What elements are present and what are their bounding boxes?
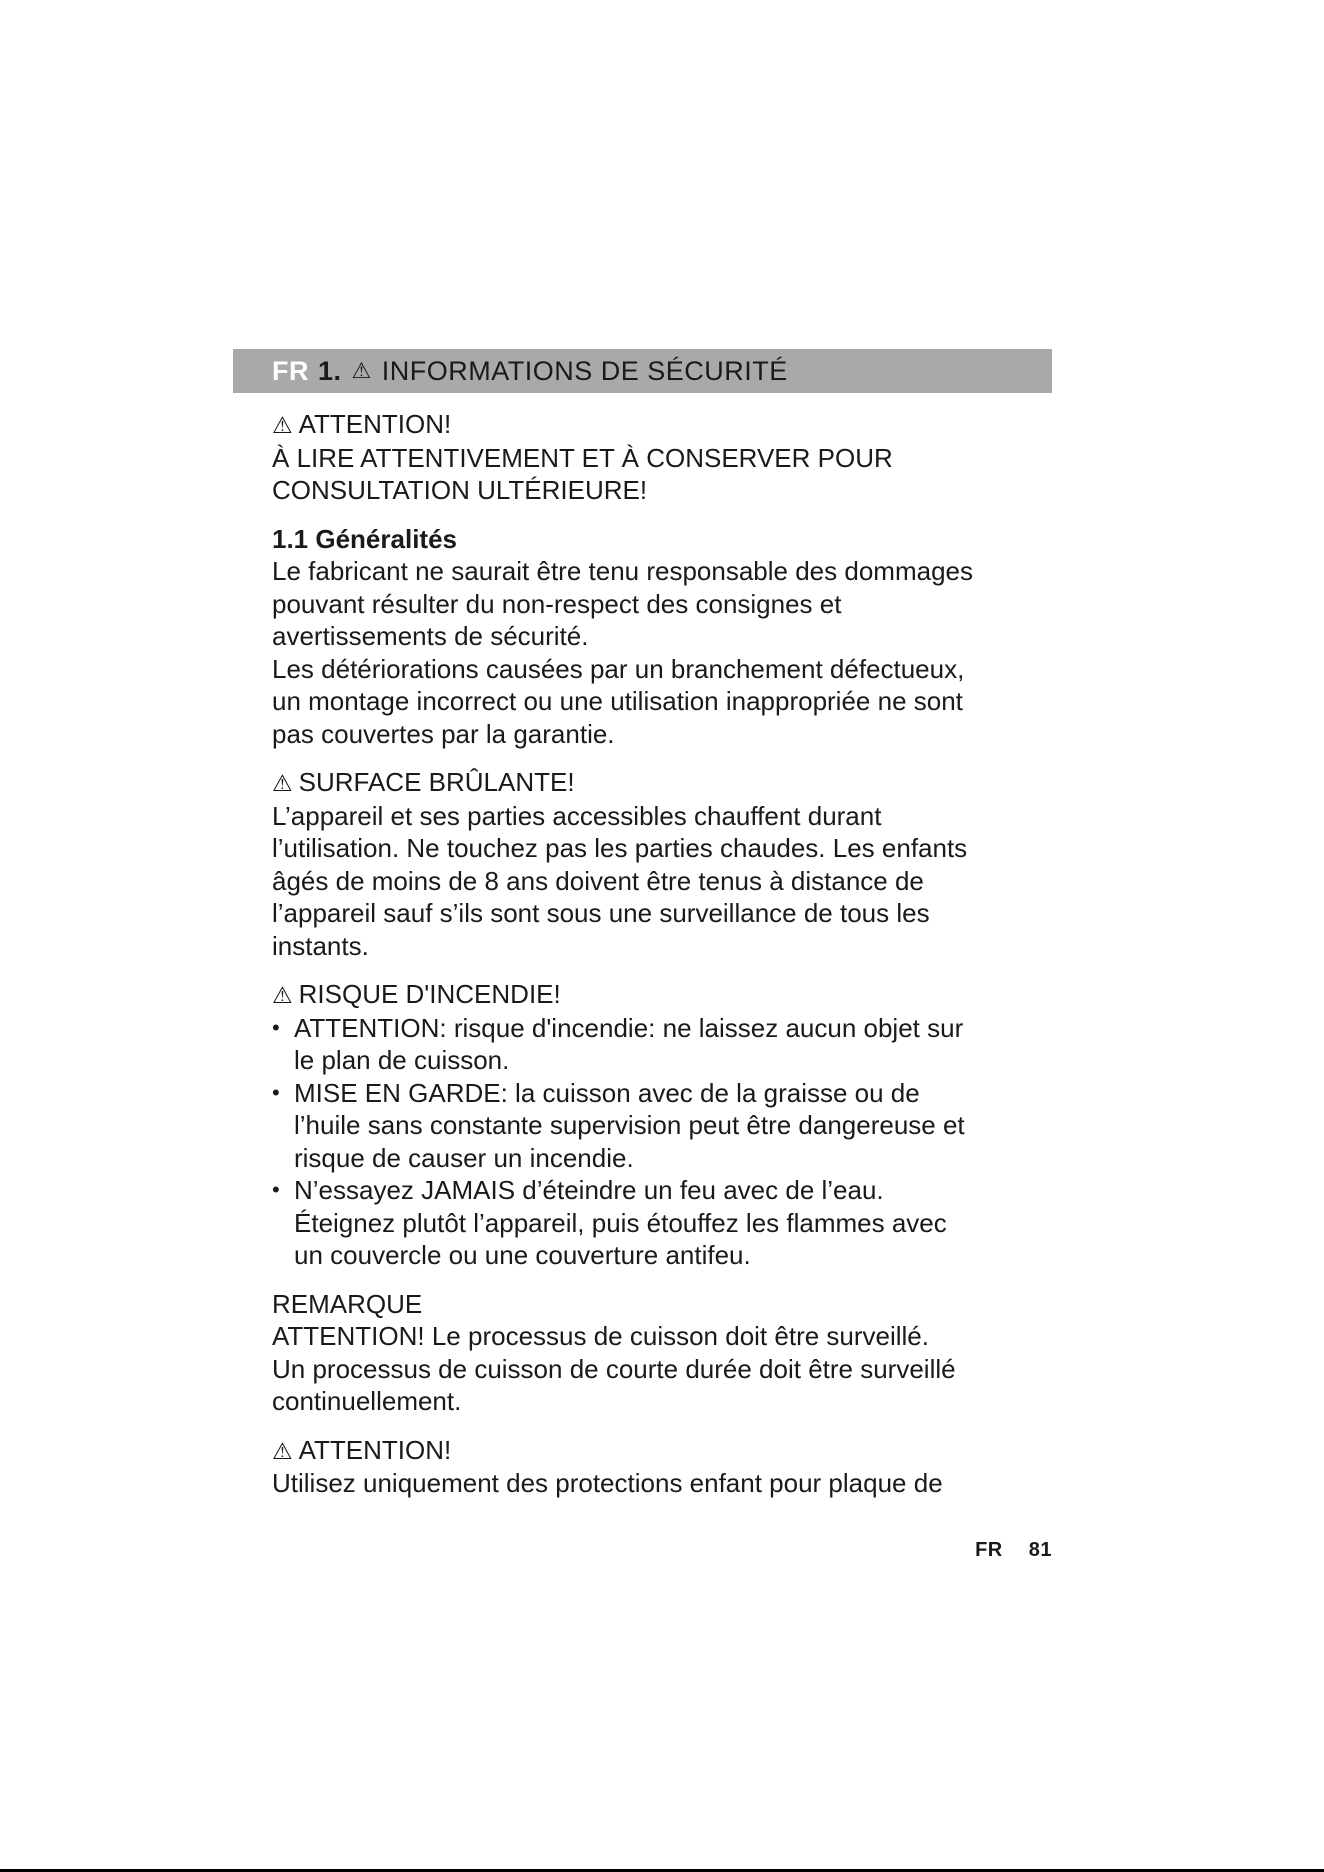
remark-line: Un processus de cuisson de courte durée doit être surveillé bbox=[272, 1353, 956, 1384]
list-item-line: le plan de cuisson. bbox=[294, 1045, 510, 1075]
general-line: pas couvertes par la garantie. bbox=[272, 718, 615, 749]
attention-title: ATTENTION! bbox=[298, 409, 452, 439]
hot-surface-section bbox=[272, 766, 1072, 962]
fire-risk-list bbox=[272, 1012, 1072, 1272]
remark-line: ATTENTION! Le processus de cuisson doit être surveillé. bbox=[272, 1321, 929, 1351]
attention-line: À LIRE ATTENTIVEMENT ET À CONSERVER POUR bbox=[272, 442, 893, 473]
hot-surface-line: l’utilisation. Ne touchez pas les parties chaudes. Les enfants bbox=[272, 833, 968, 863]
general-line: Le fabricant ne saurait être tenu responsable des dommages bbox=[272, 556, 973, 586]
warning-triangle-icon: ⚠ bbox=[351, 358, 372, 383]
header-title: INFORMATIONS DE SÉCURITÉ bbox=[381, 355, 788, 386]
page-footer bbox=[975, 1539, 1052, 1562]
list-item-line: l’huile sans constante supervision peut être dangereuse et bbox=[294, 1110, 965, 1140]
header-lang: FR bbox=[272, 355, 309, 386]
page-number: 81 bbox=[1028, 1539, 1052, 1561]
hot-surface-line: âgés de moins de 8 ans doivent être tenus à distance de bbox=[272, 865, 924, 896]
hot-surface-line: l’appareil sauf s’ils sont sous une surveillance de tous les bbox=[272, 898, 930, 928]
attention-line: Utilisez uniquement des protections enfant pour plaque de bbox=[272, 1468, 943, 1498]
list-item-line: • ATTENTION: risque d'incendie: ne laissez aucun objet sur bbox=[294, 1012, 964, 1043]
general-line: pouvant résulter du non-respect des consignes et bbox=[272, 588, 842, 619]
remark-line: continuellement. bbox=[272, 1386, 462, 1416]
hot-surface-line: L’appareil et ses parties accessibles chauffent durant bbox=[272, 800, 882, 831]
list-item-line: Éteignez plutôt l’appareil, puis étouffez les flammes avec bbox=[294, 1207, 947, 1238]
list-item-line: un couvercle ou une couverture antifeu. bbox=[294, 1240, 751, 1270]
warning-triangle-icon: ⚠ bbox=[272, 1437, 293, 1464]
fire-risk-section bbox=[272, 978, 1072, 1272]
attention-block-2 bbox=[272, 1434, 1072, 1500]
general-line: avertissements de sécurité. bbox=[272, 621, 589, 651]
remark-section bbox=[272, 1288, 1072, 1418]
list-item bbox=[272, 1077, 1072, 1175]
page-content bbox=[272, 408, 1072, 1512]
hot-surface-title: SURFACE BRÛLANTE! bbox=[298, 767, 575, 797]
attention-line: CONSULTATION ULTÉRIEURE! bbox=[272, 475, 648, 505]
remark-title: REMARQUE bbox=[272, 1288, 423, 1319]
fire-warning-icon: ⚠ bbox=[272, 982, 293, 1008]
list-item bbox=[272, 1174, 1072, 1272]
hot-surface-line: instants. bbox=[272, 930, 369, 961]
hot-surface-warning-icon: ⚠ bbox=[272, 770, 293, 796]
list-item-line: • MISE EN GARDE: la cuisson avec de la graisse ou de bbox=[294, 1077, 920, 1108]
section-header bbox=[233, 349, 1052, 393]
general-section bbox=[272, 523, 1072, 751]
attention-title: ATTENTION! bbox=[298, 1434, 452, 1465]
attention-block bbox=[272, 408, 1072, 507]
fire-risk-title: RISQUE D'INCENDIE! bbox=[298, 979, 561, 1009]
list-item-line: risque de causer un incendie. bbox=[294, 1142, 634, 1173]
footer-lang: FR bbox=[975, 1539, 1003, 1561]
general-line: Les détériorations causées par un branchement défectueux, bbox=[272, 653, 965, 684]
list-item bbox=[272, 1012, 1072, 1077]
general-title: 1.1 Généralités bbox=[272, 523, 457, 554]
list-item-line: • N’essayez JAMAIS d’éteindre un feu avec de l’eau. bbox=[294, 1175, 884, 1205]
general-line: un montage incorrect ou une utilisation inappropriée ne sont bbox=[272, 686, 963, 716]
header-number: 1. bbox=[318, 355, 342, 386]
warning-triangle-icon: ⚠ bbox=[272, 412, 293, 438]
